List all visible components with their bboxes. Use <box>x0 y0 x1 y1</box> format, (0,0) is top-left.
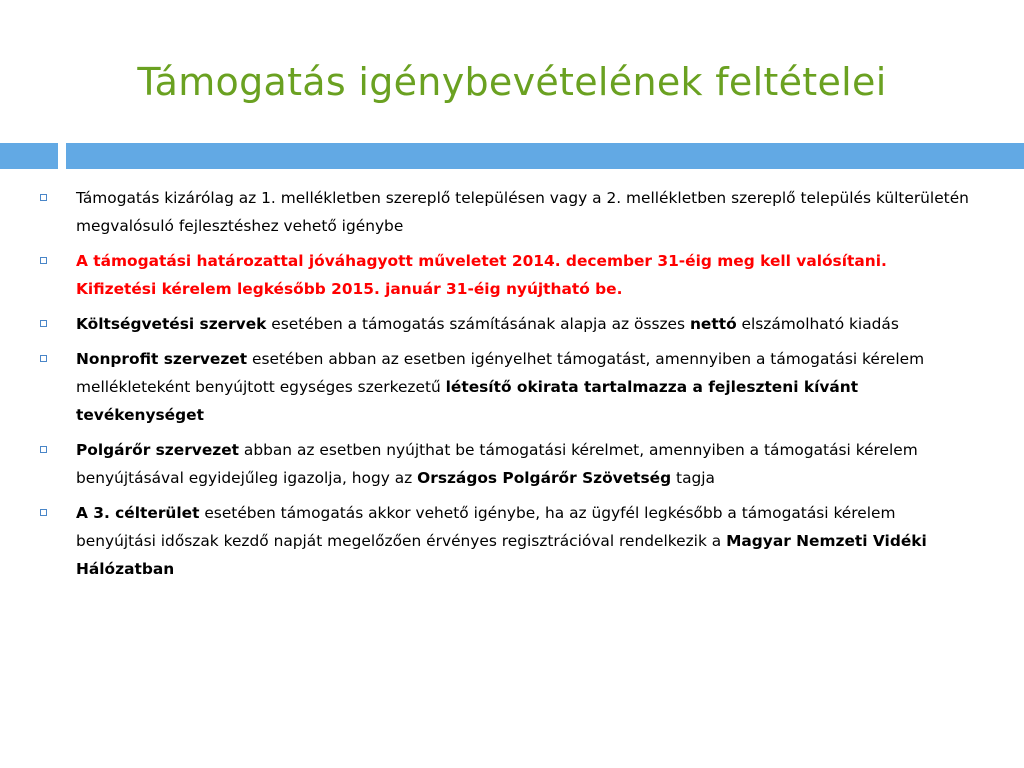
bold-term: Magyar Nemzeti Vidéki Hálózatban <box>76 532 927 578</box>
bullet-item-eligible-locations <box>40 184 980 240</box>
bullet-item-nonprofit <box>40 345 980 429</box>
bullet-text: esetében a támogatás számításának alapja az összes <box>266 315 690 333</box>
square-bullet-icon <box>40 257 47 264</box>
bullet-text: esetében támogatás akkor vehető igénybe, ha az ügyfél legkésőbb a támogatási kérelem benyújtási időszak kezdő napját megelőzően érvényes regisztrációval rendelkezik a <box>76 504 896 550</box>
bullet-item-target-area-3 <box>40 499 980 583</box>
bold-term: nettó <box>689 315 737 333</box>
bullet-text: esetében abban az esetben igényelhet támogatást, amennyiben a támogatási kérelem mellékleteként benyújtott egységes szerkezetű <box>76 350 925 396</box>
bullet-item-civil-guard <box>40 436 980 492</box>
bullet-text: Támogatás kizárólag az 1. mellékletben szereplő településen vagy a 2. mellékletben szereplő település külterületén megvalósuló fejlesztéshez vehető igénybe <box>76 189 969 235</box>
title-bar-right <box>66 143 1024 169</box>
bullet-text: abban az esetben nyújthat be támogatási kérelmet, amennyiben a támogatási kérelem benyújtásával egyidejűleg igazolja, hogy az <box>76 441 918 487</box>
bullet-item-deadlines <box>40 247 980 303</box>
bullet-list <box>40 184 980 590</box>
square-bullet-icon <box>40 355 47 362</box>
square-bullet-icon <box>40 446 47 453</box>
bold-term: Nonprofit szervezet <box>76 350 248 368</box>
bold-term: létesítő okirata tartalmazza a fejleszteni kívánt tevékenységet <box>76 378 859 424</box>
deadline-realization-text: A támogatási határozattal jóváhagyott műveletet 2014. december 31-éig meg kell valósítani. <box>76 252 887 270</box>
square-bullet-icon <box>40 320 47 327</box>
bullet-item-budget-bodies <box>40 310 980 338</box>
bold-term: Polgárőr szervezet <box>76 441 240 459</box>
bold-term: Költségvetési szervek <box>76 315 267 333</box>
bold-term: A 3. célterület <box>76 504 200 522</box>
square-bullet-icon <box>40 509 47 516</box>
deadline-payment-request-text: Kifizetési kérelem legkésőbb 2015. január 31-éig nyújtható be. <box>76 280 623 298</box>
bullet-text: tagja <box>671 469 715 487</box>
bullet-text: elszámolható kiadás <box>736 315 899 333</box>
square-bullet-icon <box>40 194 47 201</box>
bold-term: Országos Polgárőr Szövetség <box>417 469 672 487</box>
slide-title: Támogatás igénybevételének feltételei <box>137 60 887 104</box>
title-bar-left <box>0 143 58 169</box>
